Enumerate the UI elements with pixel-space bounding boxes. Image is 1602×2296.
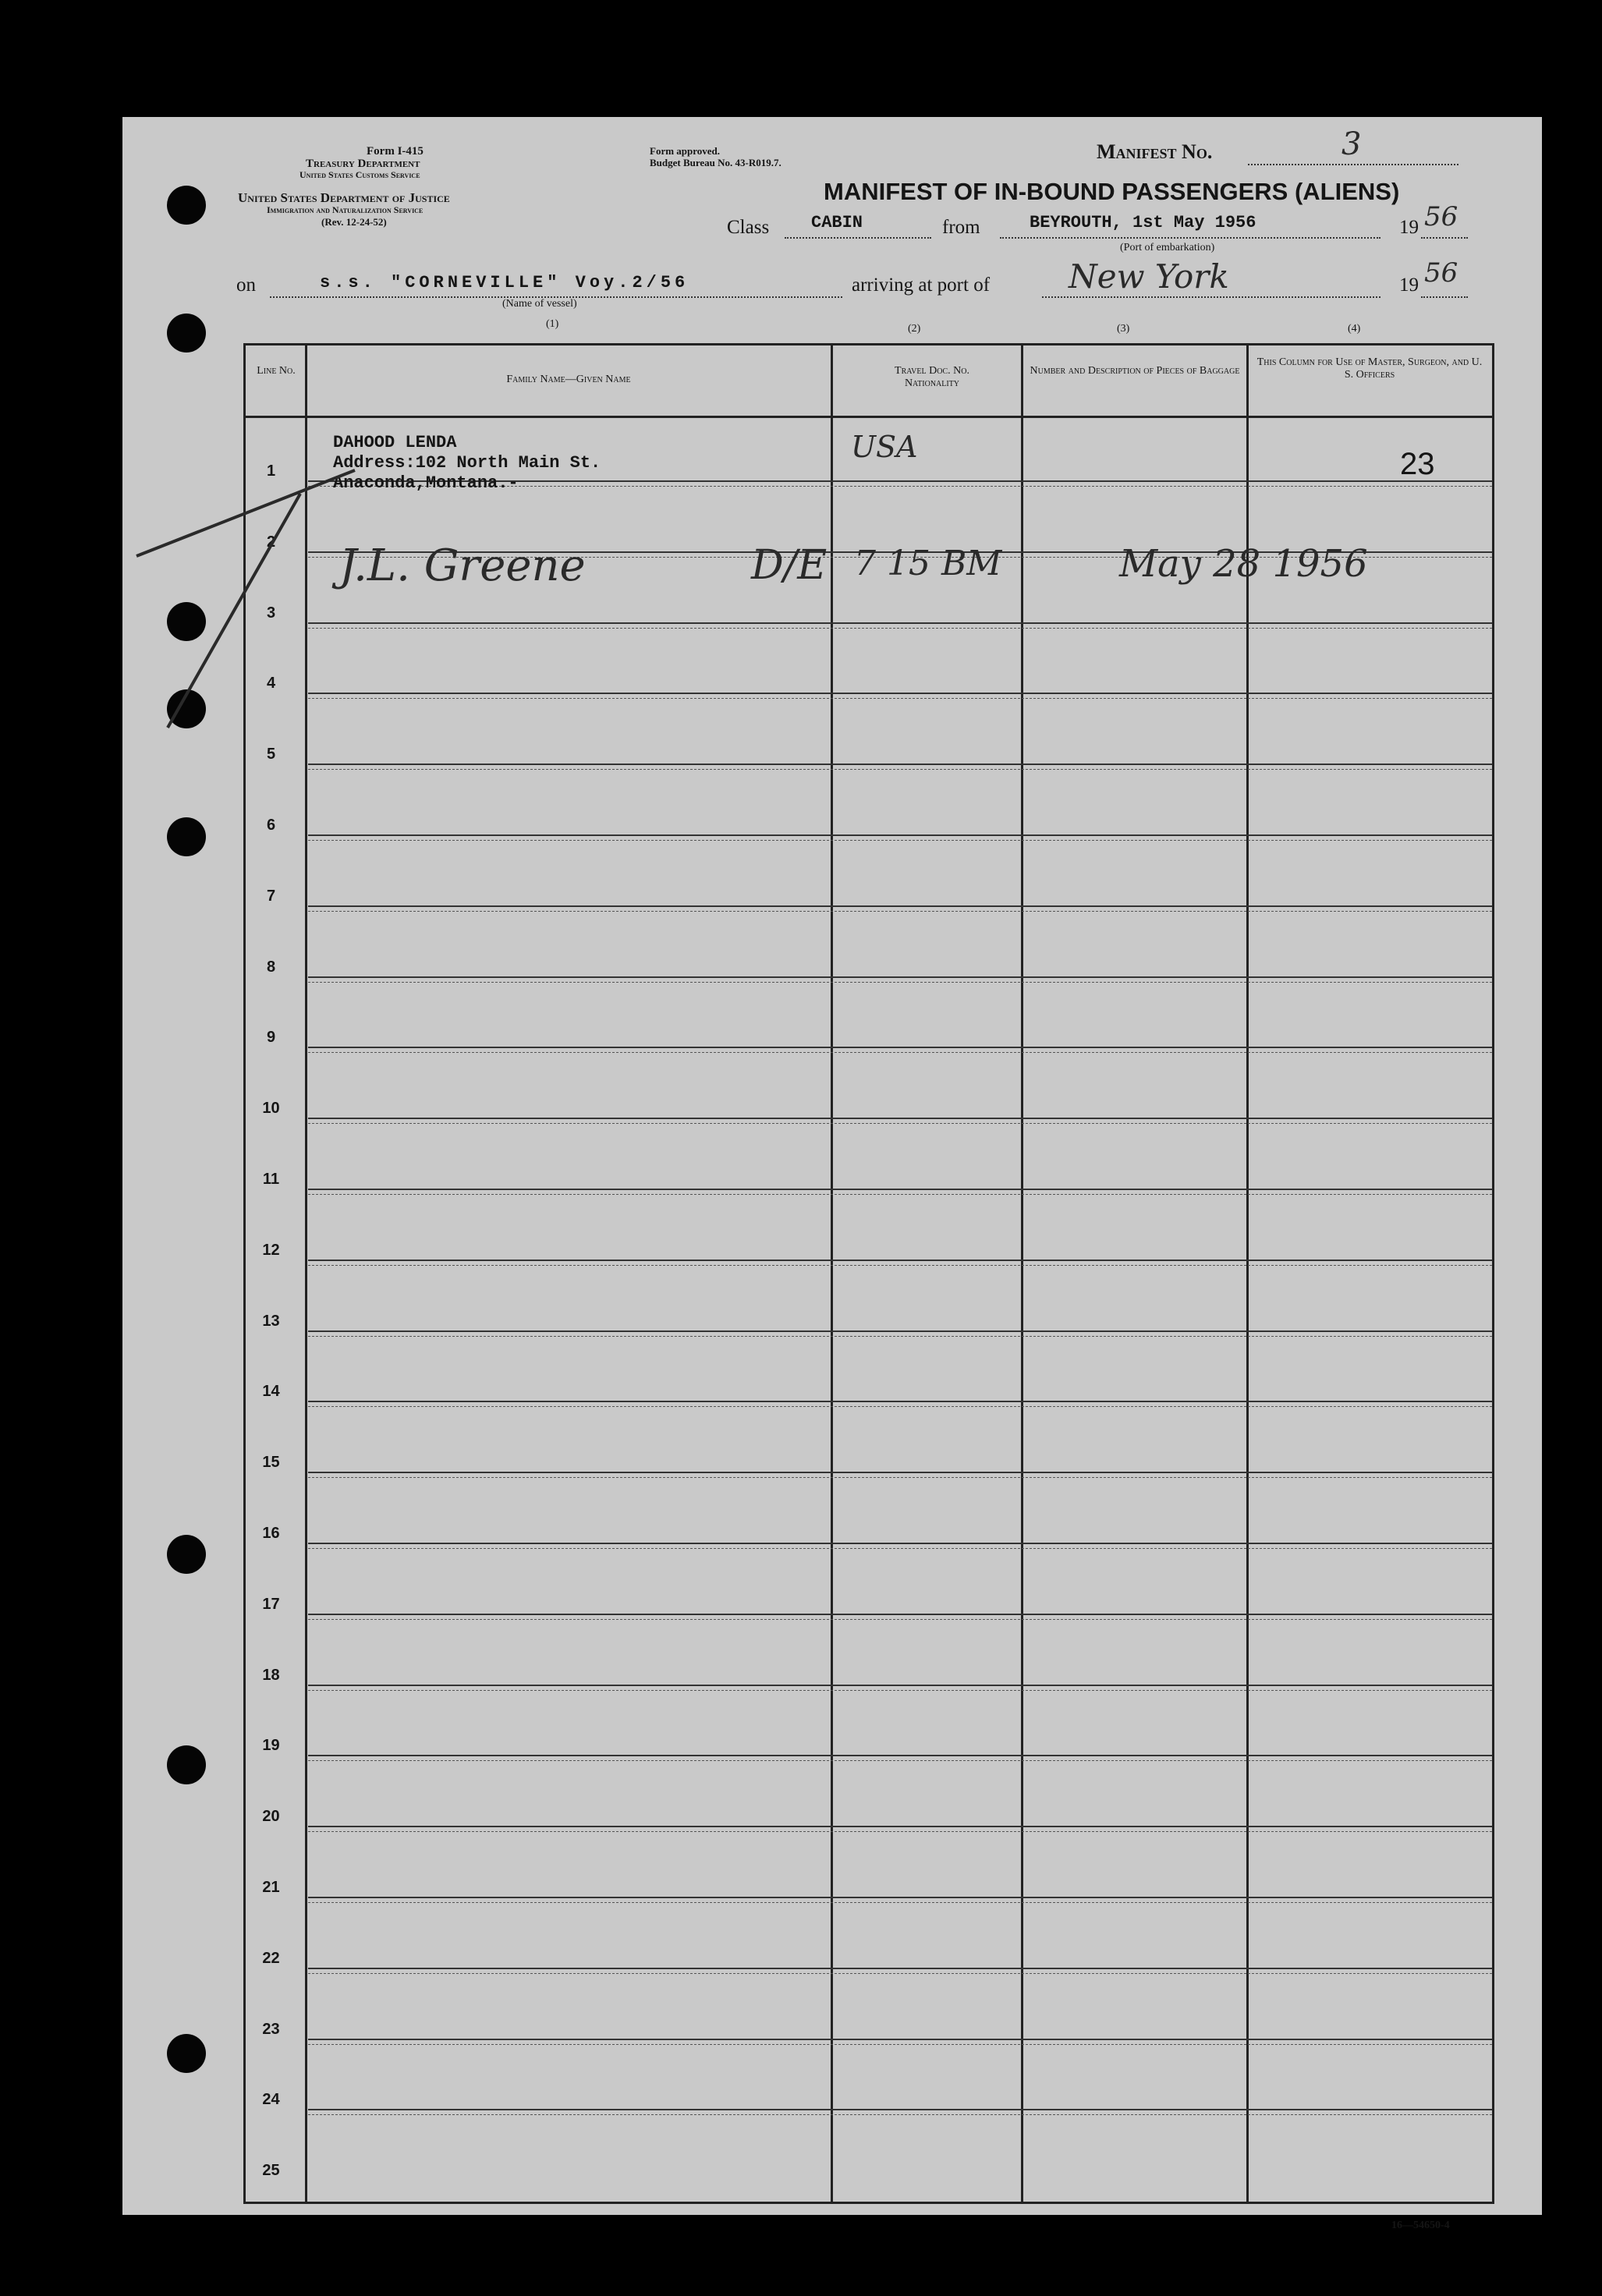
row-line	[308, 1189, 1492, 1190]
handwritten-note-1: D/E	[751, 542, 828, 589]
binder-hole	[167, 1535, 206, 1574]
from-value: BEYROUTH, 1st May 1956	[1030, 213, 1256, 232]
row-line	[308, 976, 1492, 978]
passenger-address-1: Address:102 North Main St.	[333, 453, 601, 473]
line-number: 1	[266, 462, 276, 480]
line-number: 11	[262, 1171, 280, 1188]
passenger-table	[243, 343, 1494, 2204]
line-number: 24	[262, 2091, 280, 2109]
row-line	[308, 1543, 1492, 1544]
row-line	[308, 1897, 1492, 1898]
row-line	[308, 764, 1492, 765]
manifest-no-value: 3	[1341, 126, 1362, 162]
line-number: 5	[266, 746, 276, 764]
table-row	[246, 1761, 1492, 1832]
passenger-name: DAHOOD LENDA	[333, 433, 457, 452]
table-row	[246, 2044, 1492, 2115]
line-number: 12	[262, 1241, 280, 1259]
table-row	[246, 699, 1492, 770]
row-line	[308, 1826, 1492, 1827]
signature-stroke	[121, 462, 370, 743]
year2-prefix: 19	[1399, 275, 1419, 296]
vessel-value: s.s. "CORNEVILLE" Voy.2/56	[320, 273, 689, 292]
row-line	[308, 1401, 1492, 1402]
line-number: 17	[262, 1595, 280, 1613]
table-row	[246, 1974, 1492, 2045]
line-number: 20	[262, 1808, 280, 1826]
line-number: 18	[262, 1666, 280, 1684]
row-line	[308, 693, 1492, 694]
table-row	[246, 2115, 1492, 2186]
col-num-2: (2)	[908, 323, 921, 335]
row-line	[308, 1685, 1492, 1686]
line-number: 25	[262, 2162, 280, 2180]
year2-line	[1421, 296, 1468, 298]
row-line	[308, 1047, 1492, 1048]
dept-customs: United States Customs Service	[299, 169, 420, 180]
row-line	[308, 1260, 1492, 1261]
line-number: 22	[262, 1949, 280, 1967]
year2-suffix: 56	[1424, 257, 1458, 289]
line-number: 23	[262, 2020, 280, 2038]
row-line	[308, 1330, 1492, 1332]
table-row	[246, 1407, 1492, 1478]
on-label: on	[236, 275, 256, 296]
binder-hole	[167, 2034, 206, 2073]
col-num-4: (4)	[1348, 323, 1361, 335]
line-number: 6	[266, 817, 276, 834]
table-row	[246, 1903, 1492, 1974]
col-num-1: (1)	[546, 318, 559, 330]
officer-note: 23	[1400, 447, 1435, 481]
row-line	[308, 1614, 1492, 1615]
arriving-label: arriving at port of	[852, 275, 991, 296]
passenger-nationality: USA	[851, 430, 918, 464]
form-number: Form I-415	[367, 145, 424, 158]
line-number: 15	[262, 1454, 280, 1472]
class-label: Class	[727, 217, 770, 238]
header-travel-doc: Travel Doc. No. Nationality	[895, 365, 969, 389]
arrival-port: New York	[1069, 257, 1229, 296]
row-line	[308, 1755, 1492, 1756]
table-row	[246, 1690, 1492, 1761]
table-row	[246, 1053, 1492, 1124]
line-number: 21	[262, 1879, 280, 1896]
table-row	[246, 1620, 1492, 1691]
line-number: 8	[266, 958, 276, 976]
line-number: 16	[262, 1525, 280, 1542]
line-number: 2	[266, 533, 276, 551]
arrival-line	[1042, 296, 1380, 298]
row-line	[308, 622, 1492, 624]
class-line	[785, 237, 931, 239]
row-line	[308, 2109, 1492, 2110]
line-number: 13	[262, 1312, 280, 1330]
row-line	[308, 834, 1492, 836]
row-line	[308, 1118, 1492, 1119]
from-label: from	[942, 217, 980, 238]
officer-signature: J.L. Greene	[339, 540, 586, 591]
header-name: Family Name—Given Name	[506, 374, 631, 385]
row-line	[308, 1968, 1492, 1969]
dept-justice: United States Department of Justice	[238, 190, 450, 205]
table-row	[246, 1832, 1492, 1903]
binder-hole	[167, 1745, 206, 1784]
table-row	[246, 628, 1492, 699]
line-number: 4	[266, 675, 276, 693]
row-line	[308, 2039, 1492, 2040]
row-line	[308, 1472, 1492, 1473]
table-row	[246, 1195, 1492, 1266]
binder-hole	[167, 314, 206, 353]
form-approved: Form approved.	[650, 145, 721, 157]
line-number: 10	[262, 1100, 280, 1118]
budget-bureau: Budget Bureau No. 43-R019.7.	[650, 157, 782, 168]
line-number: 9	[266, 1029, 276, 1047]
form-code: 16—54650-4	[1391, 2220, 1450, 2231]
manifest-no-line	[1248, 164, 1458, 165]
table-row	[246, 982, 1492, 1053]
header-line-no: Line No.	[257, 365, 296, 377]
table-row	[246, 1549, 1492, 1620]
handwritten-note-2: 7 15 BM	[854, 544, 1002, 583]
table-row	[246, 1478, 1492, 1549]
binder-hole	[167, 186, 206, 225]
vessel-caption: (Name of vessel)	[502, 298, 577, 310]
port-embark-caption: (Port of embarkation)	[1120, 242, 1215, 253]
table-row	[246, 770, 1492, 841]
class-value: CABIN	[811, 213, 863, 232]
passenger-address-2: Anaconda,Montana.-	[333, 473, 519, 493]
dept-ins: Immigration and Naturalization Service	[267, 204, 424, 215]
table-row	[246, 1336, 1492, 1407]
handwritten-note-3: May 28 1956	[1119, 542, 1368, 586]
from-line	[1000, 237, 1380, 239]
manifest-title: MANIFEST OF IN-BOUND PASSENGERS (ALIENS)	[824, 178, 1400, 205]
line-number: 19	[262, 1737, 280, 1755]
year-suffix: 56	[1424, 201, 1458, 232]
line-number: 7	[266, 887, 276, 905]
line-number: 14	[262, 1383, 280, 1401]
row-line	[308, 905, 1492, 907]
table-row	[246, 841, 1492, 912]
col-num-3: (3)	[1117, 323, 1130, 335]
year-prefix: 19	[1399, 217, 1419, 238]
table-row	[246, 1124, 1492, 1195]
form-revision: (Rev. 12-24-52)	[321, 216, 387, 228]
year-line	[1421, 237, 1468, 239]
table-row	[246, 912, 1492, 983]
line-number: 3	[266, 604, 276, 622]
manifest-no-label: Manifest No.	[1097, 140, 1213, 163]
header-baggage: Number and Description of Pieces of Baggage	[1030, 365, 1240, 377]
binder-hole	[167, 817, 206, 856]
table-row	[246, 1266, 1492, 1337]
header-officers: This Column for Use of Master, Surgeon, and U. S. Officers	[1256, 356, 1483, 381]
dept-treasury: Treasury Department	[306, 158, 420, 170]
